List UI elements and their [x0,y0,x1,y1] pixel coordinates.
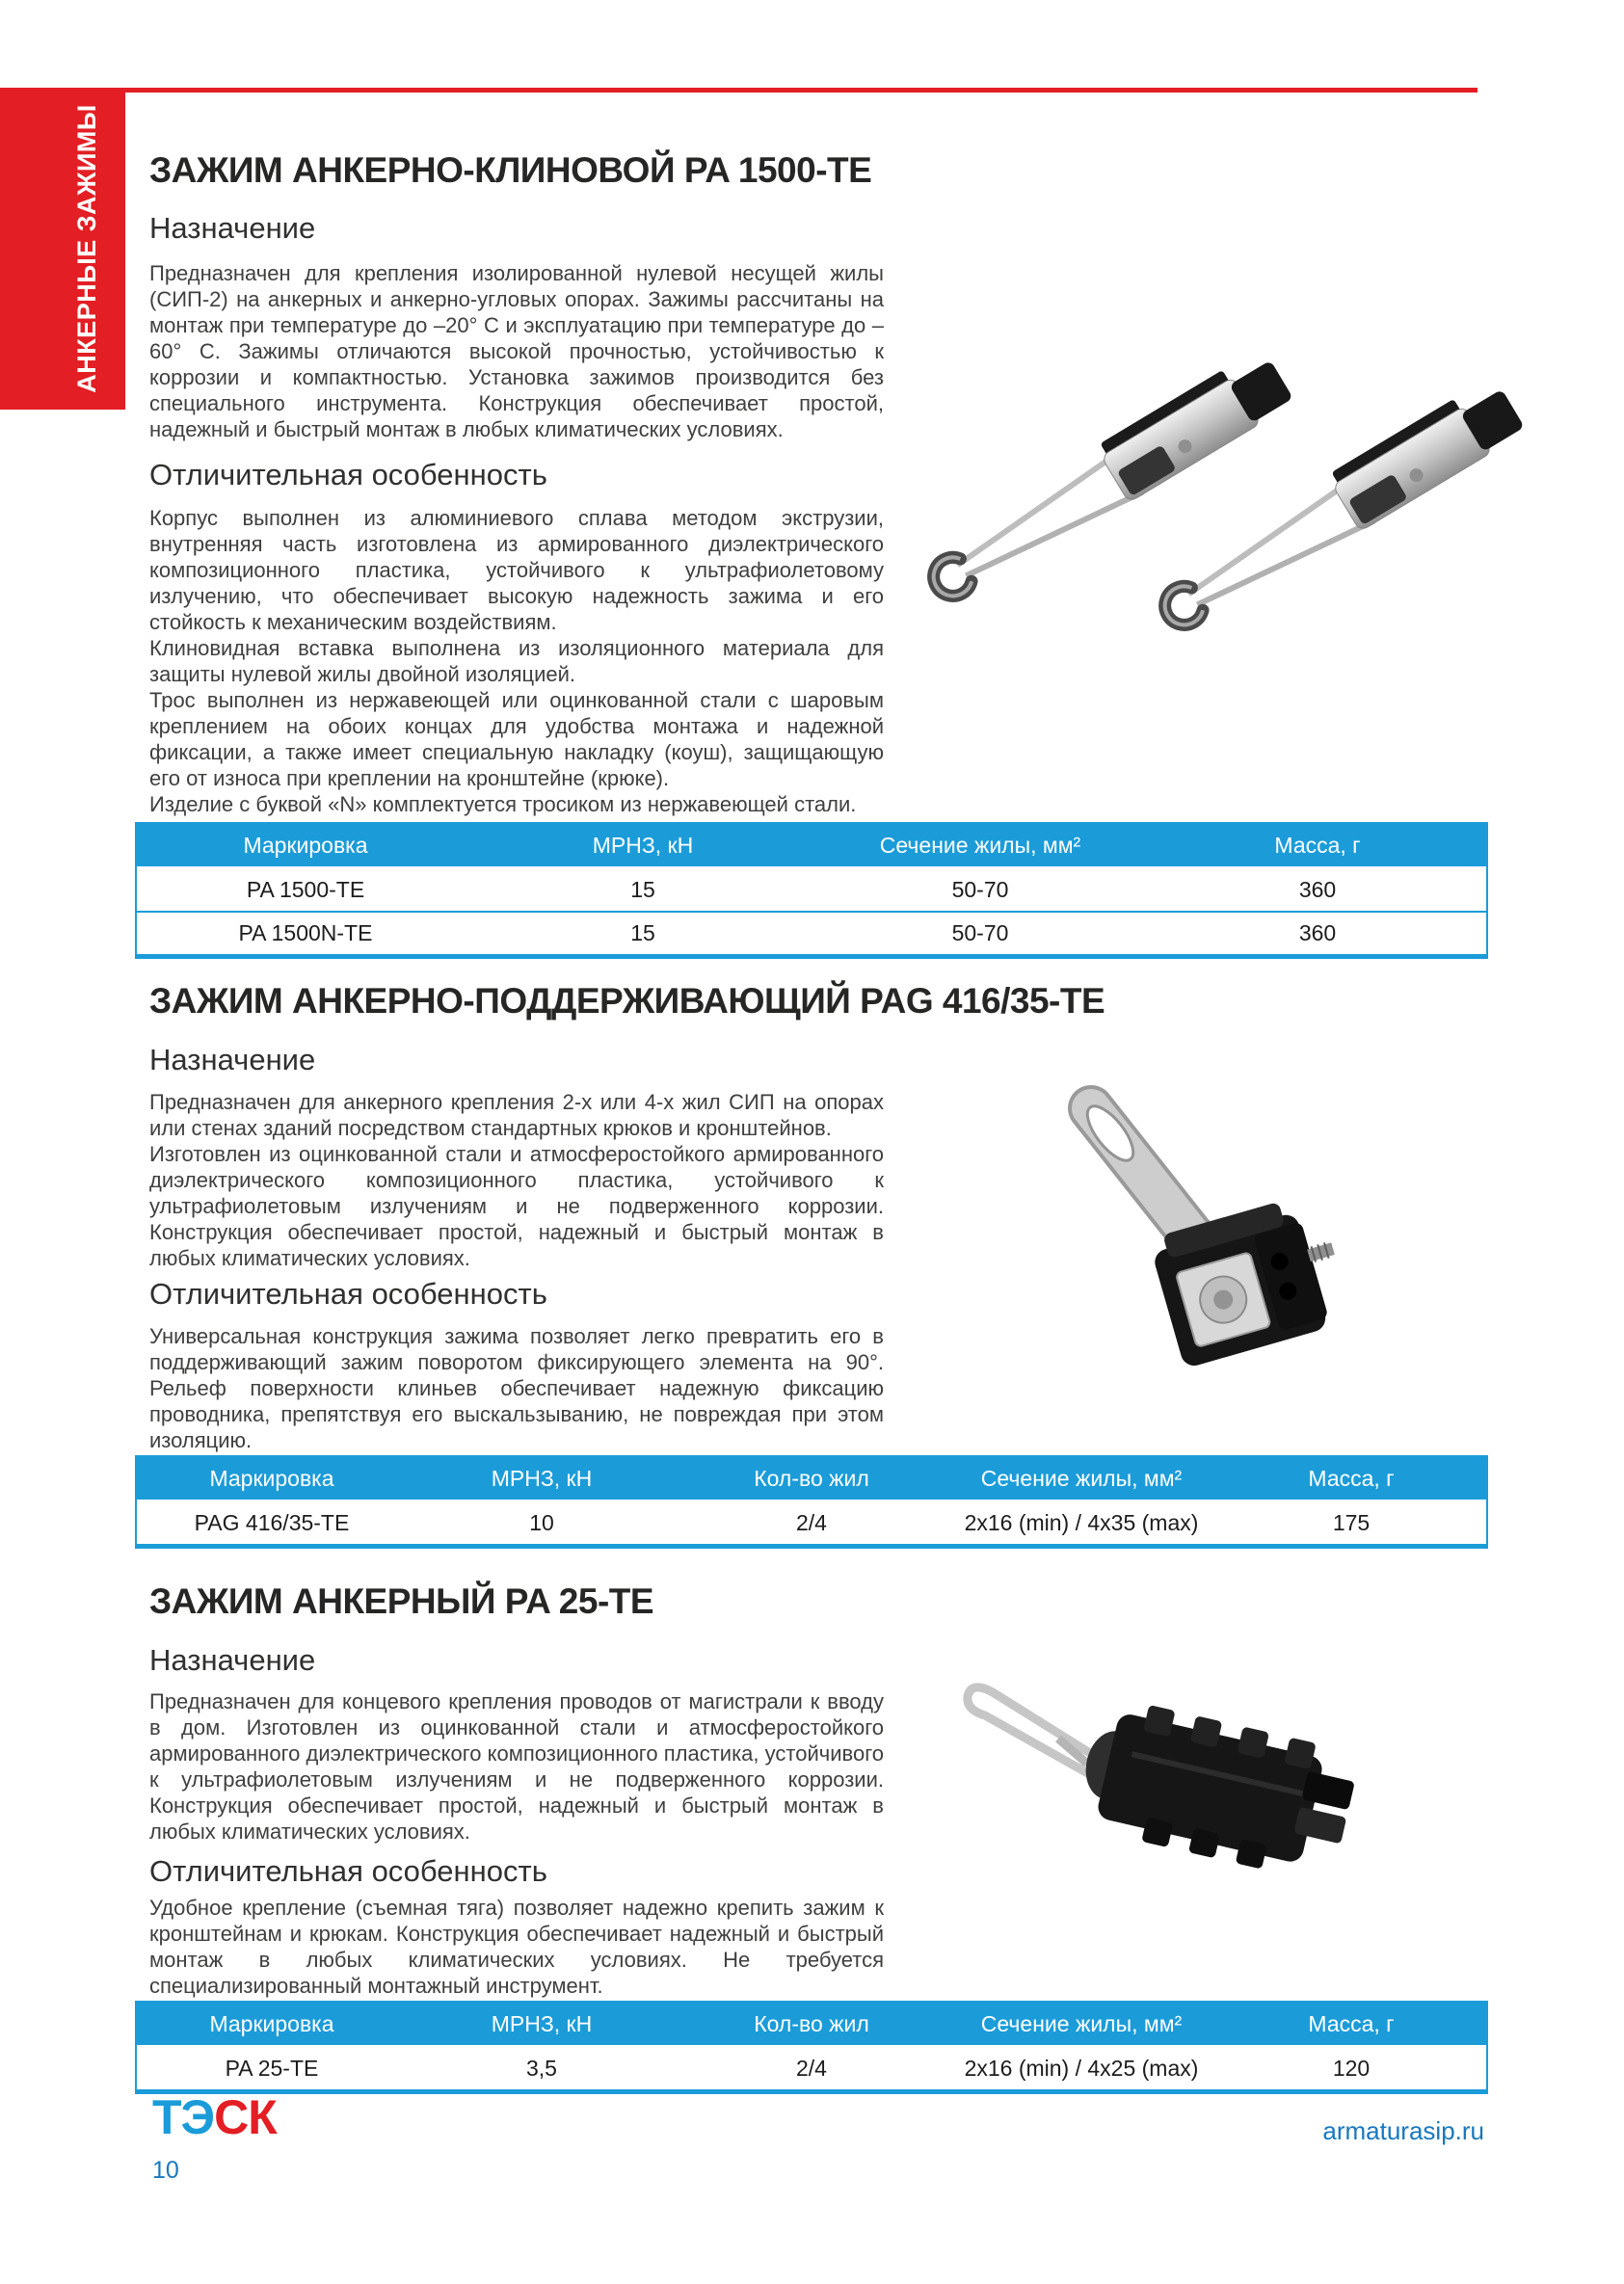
cell: 15 [474,912,812,954]
col-header: Сечение жилы, мм² [946,2003,1216,2047]
cell: 50-70 [812,912,1149,954]
col-header: Сечение жилы, мм² [946,1457,1216,1501]
feature-heading: Отличительная особенность [149,1277,547,1311]
col-header: Масса, г [1149,824,1486,868]
purpose-heading: Назначение [149,1043,316,1076]
spec-table-pa1500 [135,822,1488,959]
logo-red-part: СК [214,2090,277,2144]
cell: 2x16 (min) / 4x25 (max) [946,2047,1216,2090]
paragraph: Изделие с буквой «N» комплектуется тросиком из нержавеющей стали. [149,792,857,816]
sidebar-category-tab [0,88,125,410]
col-header: Маркировка [137,2003,407,2047]
paragraph: Предназначен для концевого крепления проводов от магистрали к вводу в дом. Изготовлен из оцинкованной стали и атмосферостойкого армированного диэлектрического композиционного пластика, устойчивого к ультрафиолетовым излучениям и не подверженного коррозии. Конструкция обеспечивает простой, надежный и быстрый монтаж в любых климатических условиях. [149,1689,884,1844]
cell: 175 [1216,1501,1486,1545]
logo-blue-part: ТЭ [152,2090,215,2144]
product-photo-pa1500 [906,284,1523,655]
col-header: Масса, г [1216,1457,1486,1501]
table-row [137,2047,1486,2090]
table-header-row [137,2003,1486,2047]
purpose-text [149,260,884,442]
spec-table-pag416 [135,1455,1488,1549]
cell: 2x16 (min) / 4x35 (max) [946,1501,1216,1545]
paragraph: Клиновидная вставка выполнена из изоляционного материала для защиты нулевой жилы двойной изоляцией. [149,636,884,686]
paragraph: Удобное крепление (съемная тяга) позволяет надежно крепить зажим к кронштейнам и крюкам. Конструкция обеспечивает надежный и быстрый монтаж в любых климатических условиях. Не требуется специализированный монтажный инструмент. [149,1896,884,1998]
page-number: 10 [152,2157,179,2184]
col-header: МРНЗ, кН [407,1457,677,1501]
strap-clamp-illustration [993,1052,1340,1404]
top-red-rule [0,88,1478,93]
col-header: Масса, г [1216,2003,1486,2047]
spec-table-pa25 [135,2001,1488,2094]
col-header: Кол-во жил [677,1457,946,1501]
col-header: Маркировка [137,1457,407,1501]
wedge-clamps-illustration [906,284,1523,655]
spec-table [137,824,1486,954]
paragraph: Предназначен для крепления изолированной нулевой несущей жилы (СИП-2) на анкерных и анкерно-угловых опорах. Зажимы рассчитаны на монтаж при температуре до –20° С и эксплуатацию при температуре до –60° С. Зажимы отличаются высокой прочностью, устойчивостью к коррозии и компактностью. Установка зажимов производится без специального инструмента. Конструкция обеспечивает простой, надежный и быстрый монтаж в любых климатических условиях. [149,261,884,441]
col-header: МРНЗ, кН [407,2003,677,2047]
col-header: Сечение жилы, мм² [812,824,1149,868]
cell: 3,5 [407,2047,677,2090]
purpose-text [149,1089,884,1271]
feature-text [149,505,884,817]
paragraph: Универсальная конструкция зажима позволяет легко превратить его в поддерживающий зажим поворотом фиксирующего элемента на 90°. Рельеф поверхности клиньев обеспечивает надежную фиксацию проводника, препятствуя его выскальзыванию, не повреждая при этом изоляцию. [149,1324,884,1452]
table-row [137,868,1486,913]
purpose-heading: Назначение [149,1643,316,1677]
cell: PA 1500N-TE [137,912,474,954]
feature-heading: Отличительная особенность [149,1854,547,1888]
purpose-text [149,1688,884,1845]
cell: 15 [474,868,812,913]
cell: 360 [1149,912,1486,954]
section-title-pa1500: ЗАЖИМ АНКЕРНО-КЛИНОВОЙ PA 1500-TE [149,150,872,190]
purpose-heading: Назначение [149,211,316,245]
paragraph: Корпус выполнен из алюминиевого сплава методом экструзии, внутренняя часть изготовлена из армированного диэлектрического композиционного пластика, устойчивого к ультрафиолетовому излучению, что обеспечивает высокую надежность зажима и его стойкость к механическим воздействиям. [149,506,884,634]
cell: 10 [407,1501,677,1545]
section-title-pag416: ЗАЖИМ АНКЕРНО-ПОДДЕРЖИВАЮЩИЙ PAG 416/35-TE [149,981,1105,1021]
cell: PA 1500-TE [137,868,474,913]
product-photo-pa25 [943,1646,1357,1935]
tesk-logo [152,2090,277,2144]
feature-heading: Отличительная особенность [149,458,547,491]
spec-table [137,2003,1486,2089]
section-title-pa25: ЗАЖИМ АНКЕРНЫЙ PA 25-TE [149,1581,654,1621]
table-header-row [137,824,1486,868]
table-row [137,912,1486,954]
feature-text [149,1323,884,1453]
spec-table [137,1457,1486,1544]
cell: 2/4 [677,1501,946,1545]
cell: 50-70 [812,868,1149,913]
cell: PA 25-TE [137,2047,407,2090]
wedge-clamp-bail-illustration [943,1646,1357,1935]
cell: 360 [1149,868,1486,913]
website-link[interactable]: armaturasip.ru [1322,2116,1484,2145]
table-header-row [137,1457,1486,1501]
col-header: МРНЗ, кН [474,824,812,868]
paragraph: Изготовлен из оцинкованной стали и атмосферостойкого армированного диэлектрического композиционного пластика, устойчивого к ультрафиолетовым излучениям и не подверженного коррозии. Конструкция обеспечивает простой, надежный и быстрый монтаж в любых климатических условиях. [149,1142,884,1270]
feature-text [149,1895,884,1999]
sidebar-category-label: АНКЕРНЫЕ ЗАЖИМЫ [72,104,101,393]
col-header: Маркировка [137,824,474,868]
cell: PAG 416/35-TE [137,1501,407,1545]
paragraph: Предназначен для анкерного крепления 2-х или 4-х жил СИП на опорах или стенах зданий посредством стандартных крюков и кронштейнов. [149,1090,884,1140]
cell: 120 [1216,2047,1486,2090]
col-header: Кол-во жил [677,2003,946,2047]
product-photo-pag416 [993,1052,1340,1404]
paragraph: Трос выполнен из нержавеющей или оцинкованной стали с шаровым креплением на обоих концах для удобства монтажа и надежной фиксации, а также имеет специальную накладку (коуш), защищающую его от износа при креплении на кронштейне (крюке). [149,688,884,790]
table-row [137,1501,1486,1545]
cell: 2/4 [677,2047,946,2090]
